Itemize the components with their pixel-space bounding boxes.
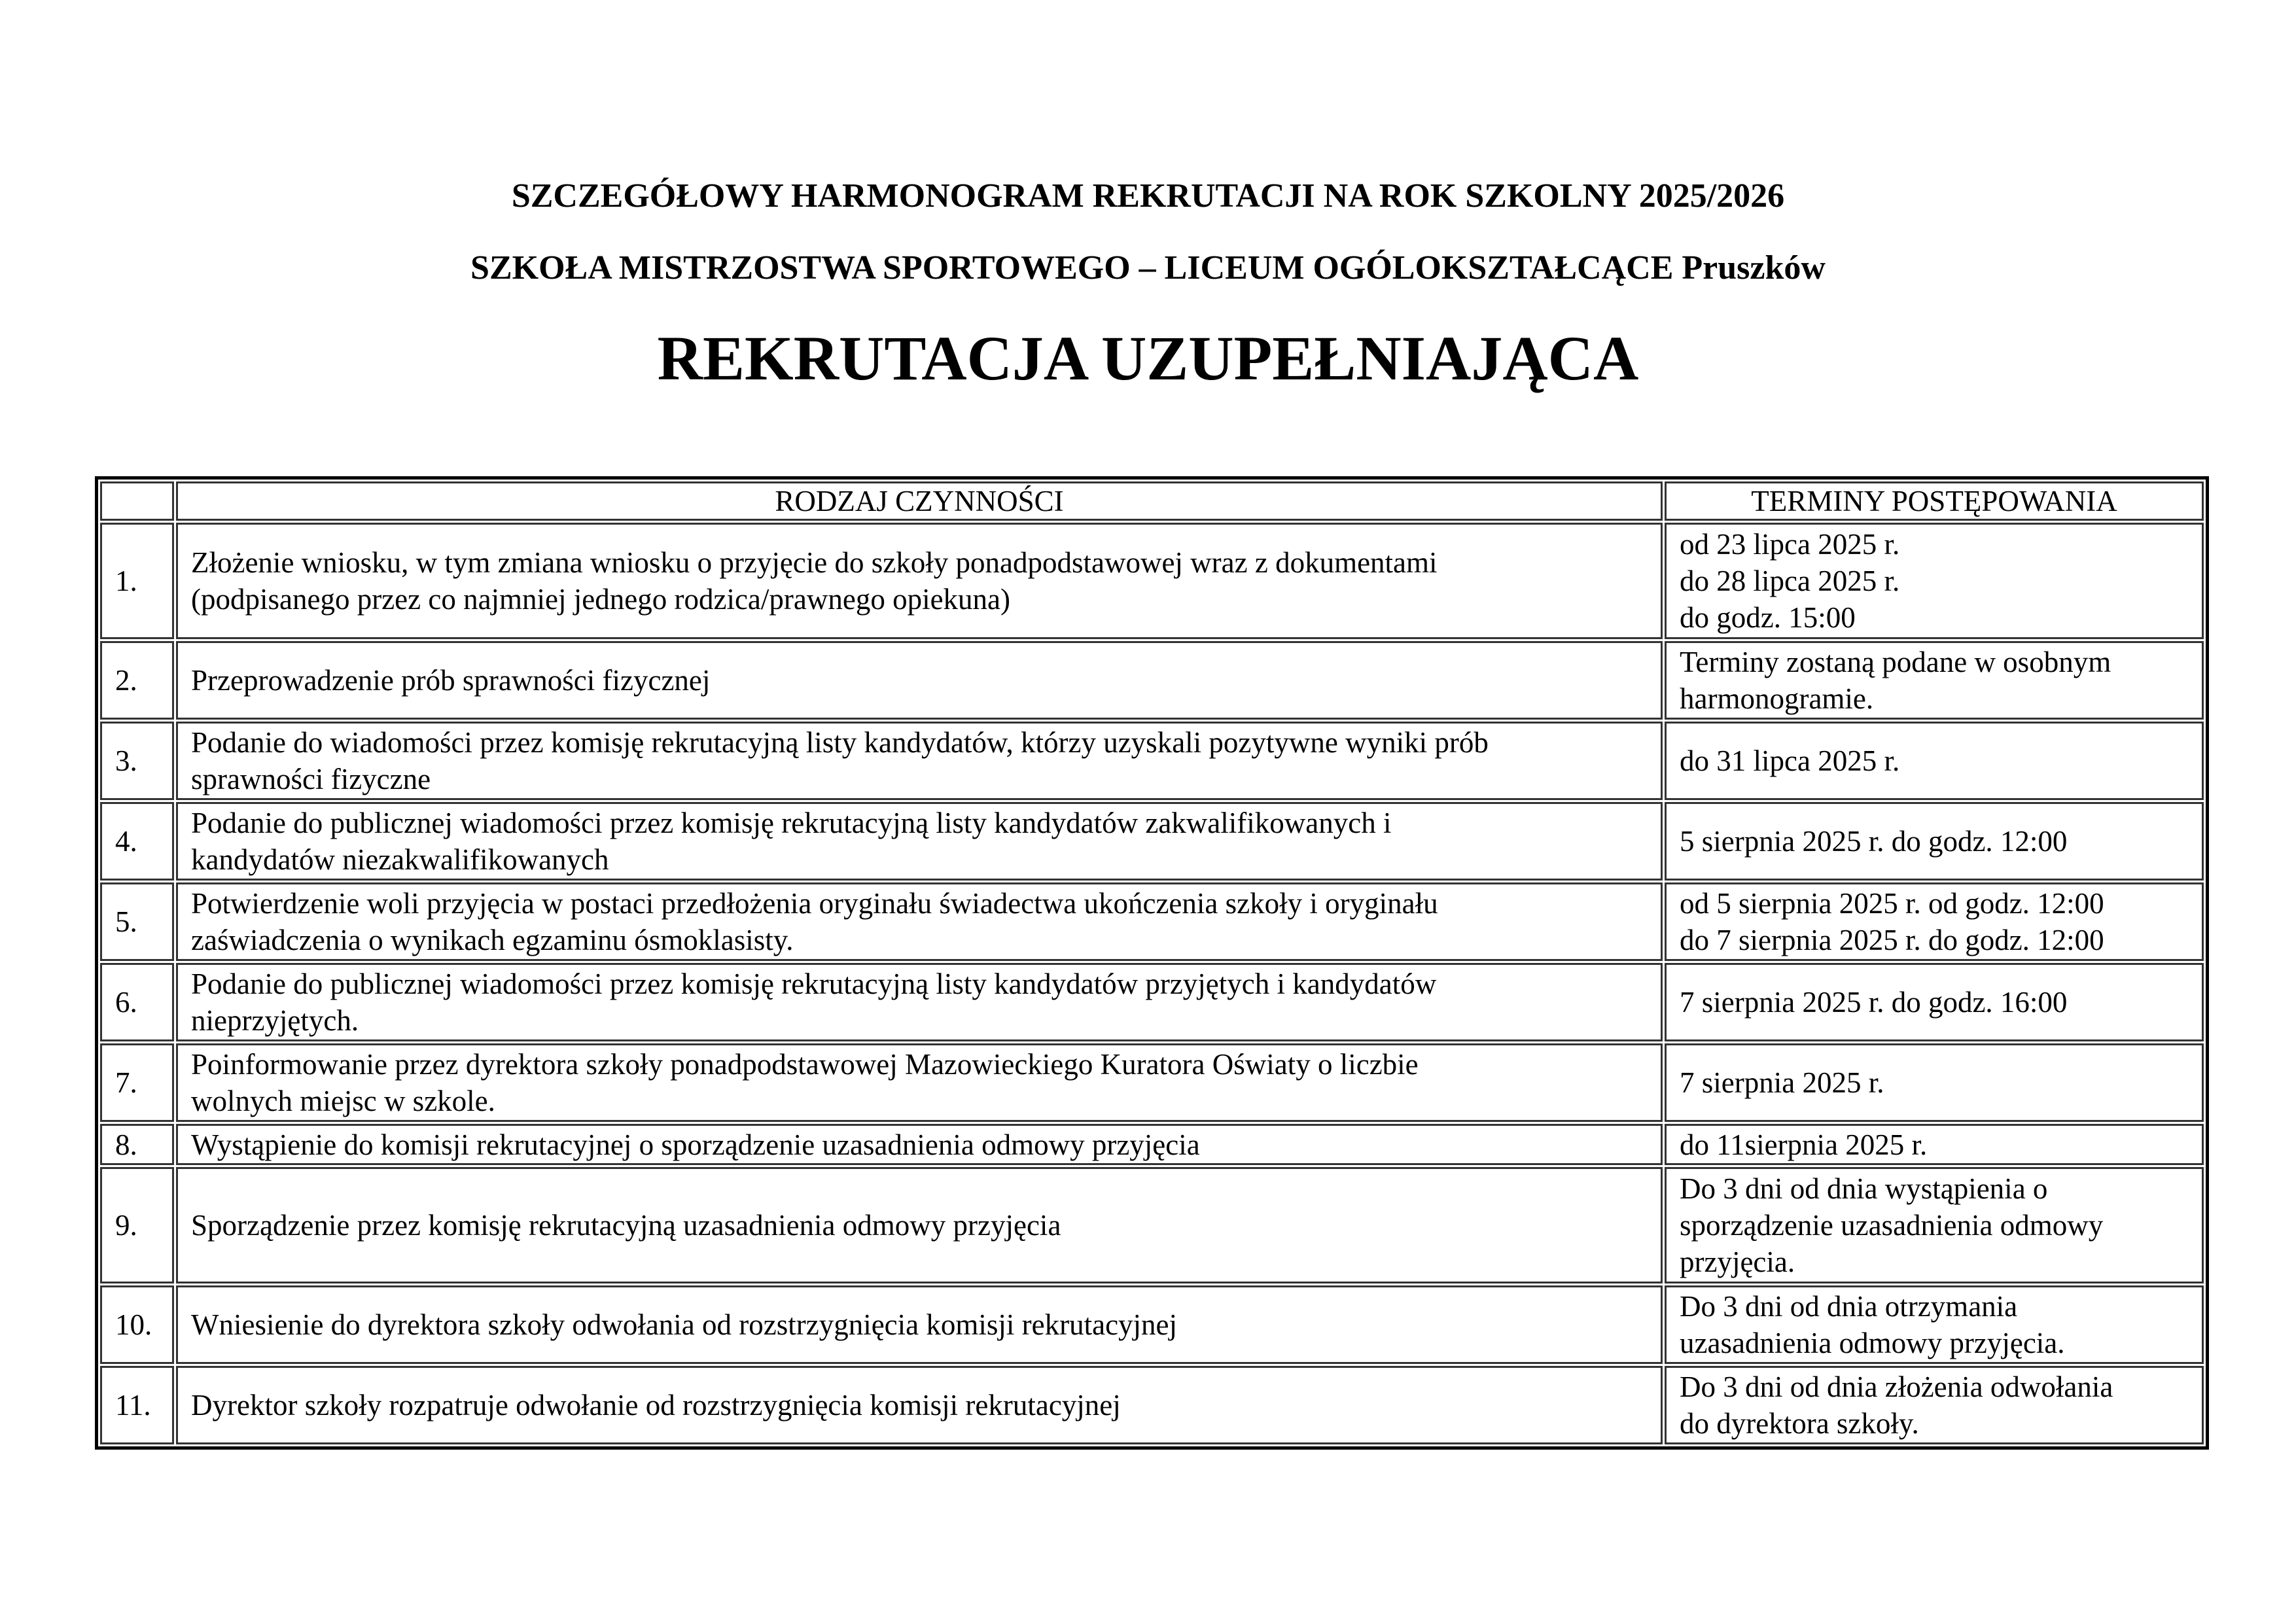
row-activity-line: Dyrektor szkoły rozpatruje odwołanie od rozstrzygnięcia komisji rekrutacyjnej <box>191 1389 1121 1422</box>
row-term-line: do 7 sierpnia 2025 r. do godz. 12:00 <box>1680 924 2104 956</box>
row-activity-line: wolnych miejsc w szkole. <box>191 1085 495 1117</box>
row-activity <box>176 963 1663 1041</box>
row-term <box>1665 523 2204 639</box>
row-term-line: do 31 lipca 2025 r. <box>1680 744 1900 777</box>
row-term-line: do godz. 15:00 <box>1680 601 1856 634</box>
table-row <box>100 1366 2204 1444</box>
row-term-line: do dyrektora szkoły. <box>1680 1407 1919 1440</box>
row-activity <box>176 641 1663 720</box>
table-header-row <box>100 481 2204 521</box>
row-number: 1. <box>100 523 174 639</box>
row-term <box>1665 722 2204 800</box>
row-term <box>1665 1285 2204 1364</box>
row-term <box>1665 963 2204 1041</box>
row-number: 10. <box>100 1285 174 1364</box>
table-row <box>100 641 2204 720</box>
row-activity-line: (podpisanego przez co najmniej jednego rodzica/prawnego opiekuna) <box>191 583 1011 616</box>
row-activity-line: Wystąpienie do komisji rekrutacyjnej o sporządzenie uzasadnienia odmowy przyjęcia <box>191 1128 1200 1161</box>
row-term-line: do 11sierpnia 2025 r. <box>1680 1128 1928 1161</box>
row-term <box>1665 1043 2204 1122</box>
row-activity-line: Podanie do wiadomości przez komisję rekrutacyjną listy kandydatów, którzy uzyskali pozytywne wyniki prób <box>191 726 1489 759</box>
row-activity <box>176 882 1663 961</box>
row-term <box>1665 641 2204 720</box>
row-activity <box>176 722 1663 800</box>
row-activity-line: zaświadczenia o wynikach egzaminu ósmoklasisty. <box>191 924 794 956</box>
row-number: 6. <box>100 963 174 1041</box>
table-row <box>100 722 2204 800</box>
row-activity-line: Przeprowadzenie prób sprawności fizycznej <box>191 664 711 697</box>
table-row <box>100 1043 2204 1122</box>
row-term <box>1665 1124 2204 1165</box>
table-row <box>100 1124 2204 1165</box>
row-term-line: sporządzenie uzasadnienia odmowy <box>1680 1209 2104 1242</box>
document-title-line1: SZCZEGÓŁOWY HARMONOGRAM REKRUTACJI NA ROK SZKOLNY 2025/2026 <box>511 177 1785 215</box>
row-term-line: Do 3 dni od dnia złożenia odwołania <box>1680 1370 2113 1403</box>
column-header-term: TERMINY POSTĘPOWANIA <box>1665 481 2204 521</box>
row-term-line: uzasadnienia odmowy przyjęcia. <box>1680 1327 2065 1359</box>
row-activity-line: Złożenie wniosku, w tym zmiana wniosku o przyjęcie do szkoły ponadpodstawowej wraz z dokumentami <box>191 546 1438 579</box>
row-number: 4. <box>100 802 174 881</box>
row-number: 11. <box>100 1366 174 1444</box>
table-row <box>100 963 2204 1041</box>
row-term-line: do 28 lipca 2025 r. <box>1680 565 1900 597</box>
column-header-number <box>100 481 174 521</box>
row-number: 5. <box>100 882 174 961</box>
row-term-line: 7 sierpnia 2025 r. <box>1680 1066 1884 1099</box>
row-term-line: harmonogramie. <box>1680 682 1874 715</box>
row-term-line: 5 sierpnia 2025 r. do godz. 12:00 <box>1680 825 2068 858</box>
row-activity-line: Sporządzenie przez komisję rekrutacyjną uzasadnienia odmowy przyjęcia <box>191 1209 1061 1242</box>
row-activity-line: sprawności fizyczne <box>191 763 431 795</box>
row-term-line: Do 3 dni od dnia wystąpienia o <box>1680 1172 2048 1205</box>
row-activity-line: Poinformowanie przez dyrektora szkoły ponadpodstawowej Mazowieckiego Kuratora Oświaty o liczbie <box>191 1048 1419 1081</box>
row-term-line: 7 sierpnia 2025 r. do godz. 16:00 <box>1680 986 2068 1019</box>
row-term-line: od 5 sierpnia 2025 r. od godz. 12:00 <box>1680 887 2104 920</box>
row-activity <box>176 1167 1663 1283</box>
row-number: 7. <box>100 1043 174 1122</box>
row-term <box>1665 882 2204 961</box>
row-activity <box>176 802 1663 881</box>
row-number: 9. <box>100 1167 174 1283</box>
row-term <box>1665 1366 2204 1444</box>
row-activity-line: nieprzyjętych. <box>191 1004 359 1037</box>
document-main-title: REKRUTACJA UZUPEŁNIAJĄCA <box>657 323 1639 393</box>
row-number: 3. <box>100 722 174 800</box>
row-activity <box>176 1366 1663 1444</box>
table-row <box>100 1167 2204 1283</box>
table-row <box>100 1285 2204 1364</box>
row-activity <box>176 1285 1663 1364</box>
row-term-line: od 23 lipca 2025 r. <box>1680 528 1900 561</box>
row-activity-line: Podanie do publicznej wiadomości przez komisję rekrutacyjną listy kandydatów przyjętych i kandydatów <box>191 968 1437 1000</box>
row-term-line: Terminy zostaną podane w osobnym <box>1680 646 2111 678</box>
row-term-line: przyjęcia. <box>1680 1246 1795 1278</box>
row-activity <box>176 1124 1663 1165</box>
row-number: 8. <box>100 1124 174 1165</box>
row-activity-line: Wniesienie do dyrektora szkoły odwołania od rozstrzygnięcia komisji rekrutacyjnej <box>191 1308 1178 1341</box>
row-term <box>1665 802 2204 881</box>
table-row <box>100 882 2204 961</box>
recruitment-schedule-table <box>95 476 2209 1450</box>
table-row <box>100 523 2204 639</box>
row-activity <box>176 1043 1663 1122</box>
column-header-activity: RODZAJ CZYNNOŚCI <box>176 481 1663 521</box>
row-number: 2. <box>100 641 174 720</box>
row-activity-line: kandydatów niezakwalifikowanych <box>191 843 609 876</box>
row-term-line: Do 3 dni od dnia otrzymania <box>1680 1290 2018 1323</box>
table-row <box>100 802 2204 881</box>
row-activity-line: Potwierdzenie woli przyjęcia w postaci przedłożenia oryginału świadectwa ukończenia szkoły i oryginału <box>191 887 1438 920</box>
row-activity-line: Podanie do publicznej wiadomości przez komisję rekrutacyjną listy kandydatów zakwalifikowanych i <box>191 807 1392 839</box>
row-term <box>1665 1167 2204 1283</box>
document-title-line2: SZKOŁA MISTRZOSTWA SPORTOWEGO – LICEUM OGÓLOKSZTAŁCĄCE Pruszków <box>470 249 1826 287</box>
row-activity <box>176 523 1663 639</box>
